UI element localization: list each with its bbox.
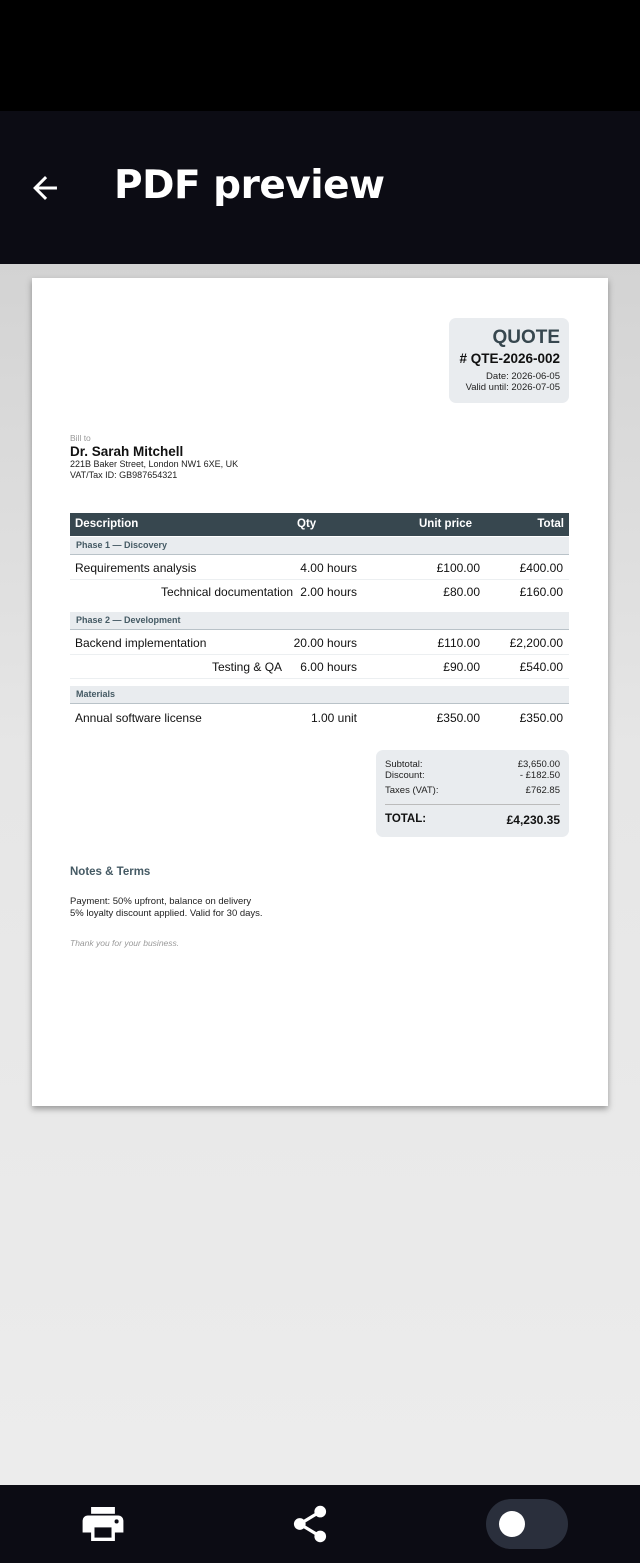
header-qty: Qty bbox=[297, 518, 317, 530]
section-header bbox=[70, 537, 569, 555]
bill-to-block bbox=[70, 433, 238, 481]
client-vat: VAT/Tax ID: GB987654321 bbox=[70, 470, 178, 480]
share-icon bbox=[292, 1505, 328, 1543]
table-row bbox=[70, 556, 569, 580]
item-qty: 2.00 hours bbox=[300, 585, 357, 599]
item-unit-price: £80.00 bbox=[443, 585, 480, 599]
thank-you-note: Thank you for your business. bbox=[70, 938, 180, 948]
quote-valid-until: Valid until: 2026-07-05 bbox=[465, 382, 560, 393]
subtotal-value: £3,650.00 bbox=[517, 759, 560, 770]
item-unit-price: £100.00 bbox=[436, 561, 480, 575]
taxes-label: Taxes (VAT): bbox=[385, 785, 439, 796]
total-value: £4,230.35 bbox=[506, 813, 560, 827]
subtotal-label: Subtotal: bbox=[385, 759, 423, 770]
item-description: Testing & QA bbox=[212, 660, 283, 674]
item-unit-price: £90.00 bbox=[443, 660, 480, 674]
notes-line: 5% loyalty discount applied. Valid for 30 days. bbox=[70, 908, 263, 919]
item-qty: 20.00 hours bbox=[293, 636, 357, 650]
item-description: Backend implementation bbox=[75, 636, 207, 650]
pdf-page bbox=[32, 278, 608, 1106]
total-label: TOTAL: bbox=[385, 813, 427, 825]
print-button[interactable] bbox=[82, 1507, 124, 1541]
item-description: Annual software license bbox=[75, 711, 202, 725]
pdf-preview-area[interactable] bbox=[0, 264, 640, 1485]
arrow-left-icon bbox=[22, 165, 68, 211]
table-row bbox=[70, 706, 569, 730]
client-name: Dr. Sarah Mitchell bbox=[70, 444, 184, 459]
totals-box bbox=[376, 750, 569, 837]
section-header bbox=[70, 612, 569, 630]
table-row bbox=[70, 655, 569, 679]
quote-info-box bbox=[449, 318, 569, 403]
item-total: £400.00 bbox=[519, 561, 563, 575]
item-description: Technical documentation bbox=[161, 585, 294, 599]
header-unit-price: Unit price bbox=[419, 518, 473, 530]
discount-value: - £182.50 bbox=[519, 770, 560, 781]
header-total: Total bbox=[537, 518, 564, 530]
item-total: £350.00 bbox=[519, 711, 563, 725]
section-title: Materials bbox=[76, 689, 116, 699]
table-row bbox=[70, 580, 569, 604]
client-address: 221B Baker Street, London NW1 6XE, UK bbox=[70, 459, 239, 469]
item-qty: 6.00 hours bbox=[300, 660, 357, 674]
page-title: PDF preview bbox=[114, 163, 385, 208]
item-description: Requirements analysis bbox=[75, 561, 197, 575]
section-title: Phase 1 — Discovery bbox=[76, 540, 168, 550]
section-title: Phase 2 — Development bbox=[76, 615, 181, 625]
toggle-switch[interactable] bbox=[486, 1499, 568, 1549]
item-qty: 1.00 unit bbox=[310, 711, 357, 725]
notes-text bbox=[70, 896, 263, 920]
item-total: £2,200.00 bbox=[509, 636, 563, 650]
bill-to-label: Bill to bbox=[70, 433, 91, 443]
status-bar bbox=[0, 0, 640, 111]
table-row bbox=[70, 631, 569, 655]
bottom-toolbar bbox=[0, 1485, 640, 1563]
quote-date: Date: 2026-06-05 bbox=[486, 371, 560, 382]
toggle-knob bbox=[499, 1511, 525, 1537]
header-description: Description bbox=[75, 518, 139, 530]
notes-title: Notes & Terms bbox=[70, 866, 151, 878]
section-header bbox=[70, 686, 569, 704]
item-qty: 4.00 hours bbox=[300, 561, 357, 575]
discount-label: Discount: bbox=[385, 770, 425, 781]
item-unit-price: £350.00 bbox=[436, 711, 480, 725]
item-unit-price: £110.00 bbox=[437, 636, 480, 650]
share-button[interactable] bbox=[292, 1505, 328, 1543]
taxes-value: £762.85 bbox=[525, 785, 560, 796]
print-icon bbox=[82, 1507, 124, 1541]
notes-line: Payment: 50% upfront, balance on delivery bbox=[70, 896, 252, 907]
app-bar bbox=[0, 111, 640, 264]
item-total: £540.00 bbox=[519, 660, 563, 674]
item-total: £160.00 bbox=[519, 585, 563, 599]
items-table-header bbox=[70, 513, 569, 536]
back-button[interactable] bbox=[22, 165, 68, 211]
totals-divider bbox=[385, 804, 560, 805]
quote-title: QUOTE bbox=[492, 327, 560, 348]
quote-number: # QTE-2026-002 bbox=[459, 351, 560, 366]
